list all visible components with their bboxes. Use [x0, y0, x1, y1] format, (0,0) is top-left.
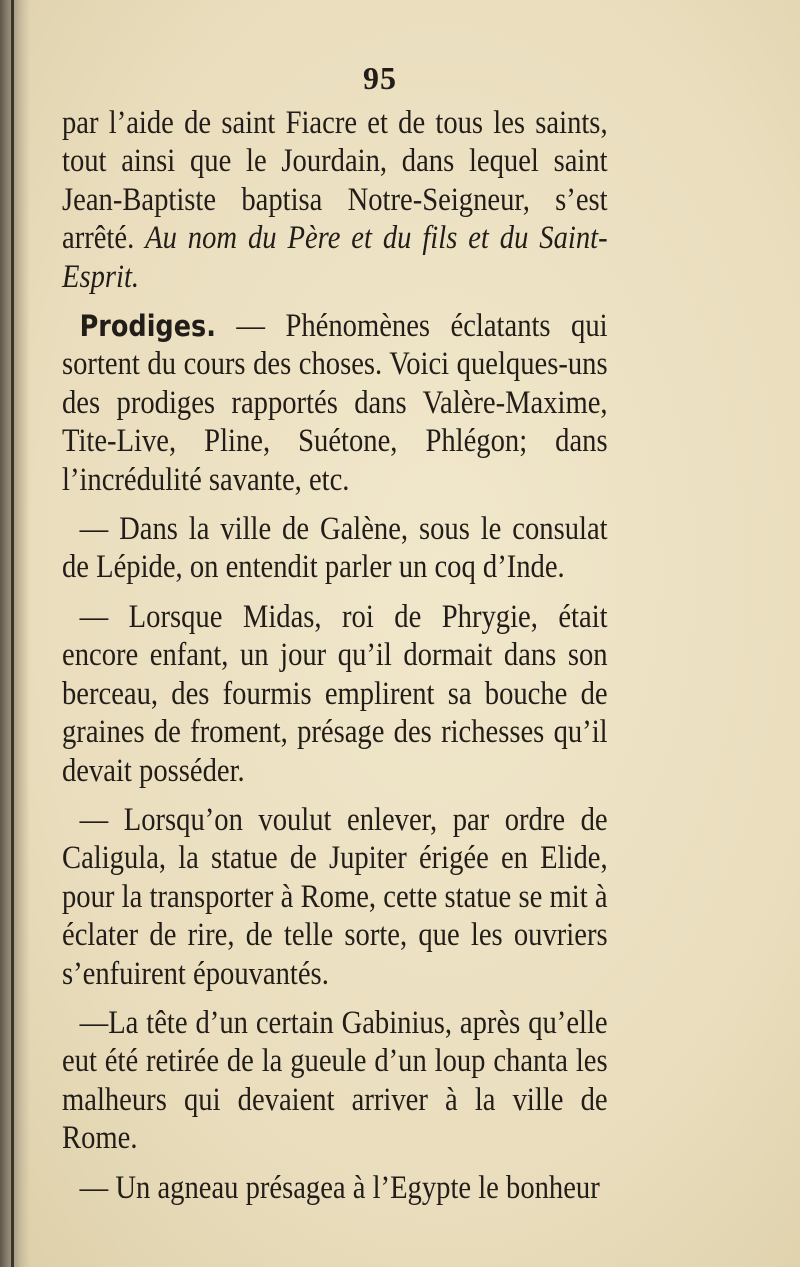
- paragraph-continuation-text: par l’aide de saint Fiacre et de tous les saints, tout ainsi que le Jourdain, dans lequel saint Jean-Baptiste baptisa Notre-Seigneur, s’est arrêté.: [62, 105, 608, 257]
- page-number: 95: [363, 60, 397, 96]
- entry-prodiges: [62, 307, 608, 499]
- book-gutter-shadow: [0, 0, 30, 1267]
- paragraph-gabinius: [62, 1004, 608, 1158]
- paragraph-midas: [62, 598, 608, 790]
- paragraph-agneau: [62, 1169, 608, 1207]
- binding-edge: [11, 0, 14, 1267]
- entry-definition: — Phénomènes éclatants qui sortent du cours des choses. Voici quelques-uns des prodiges rapportés dans Valère-Maxime, Tite-Live, Pline, Suétone, Phlégon; dans l’incrédulité savante, etc.: [62, 308, 608, 498]
- italic-invocation: Au nom du Père et du fils et du Saint-Esprit.: [62, 220, 608, 295]
- entry-term: Prodiges.: [79, 309, 216, 344]
- paragraph-midas-text: — Lorsque Midas, roi de Phrygie, était encore enfant, un jour qu’il dormait dans son berceau, des fourmis emplirent sa bouche de graines de froment, présage des richesses qu’il devait posséder.: [62, 598, 608, 789]
- paragraph-gabinius-text: —La tête d’un certain Gabinius, après qu’elle eut été retirée de la gueule d’un loup chanta les malheurs qui devaient arriver à la ville de Rome.: [62, 1004, 608, 1157]
- paragraph-agneau-text: — Un agneau présagea à l’Egypte le bonheur: [79, 1169, 600, 1206]
- paragraph-caligula-text: — Lorsqu’on voulut enlever, par ordre de Caligula, la statue de Jupiter érigée en Elide, pour la transporter à Rome, cette statue se mit à éclater de rire, de telle sorte, que les ouvriers s’enfuirent épouvantés.: [62, 801, 608, 992]
- paragraph-continuation: [62, 104, 608, 296]
- paragraph-caligula: [62, 801, 608, 993]
- paragraph-galene-text: — Dans la ville de Galène, sous le consulat de Lépide, on entendit parler un coq d’Inde.: [62, 511, 608, 586]
- paragraph-galene: [62, 510, 608, 587]
- body-text: [62, 104, 608, 1207]
